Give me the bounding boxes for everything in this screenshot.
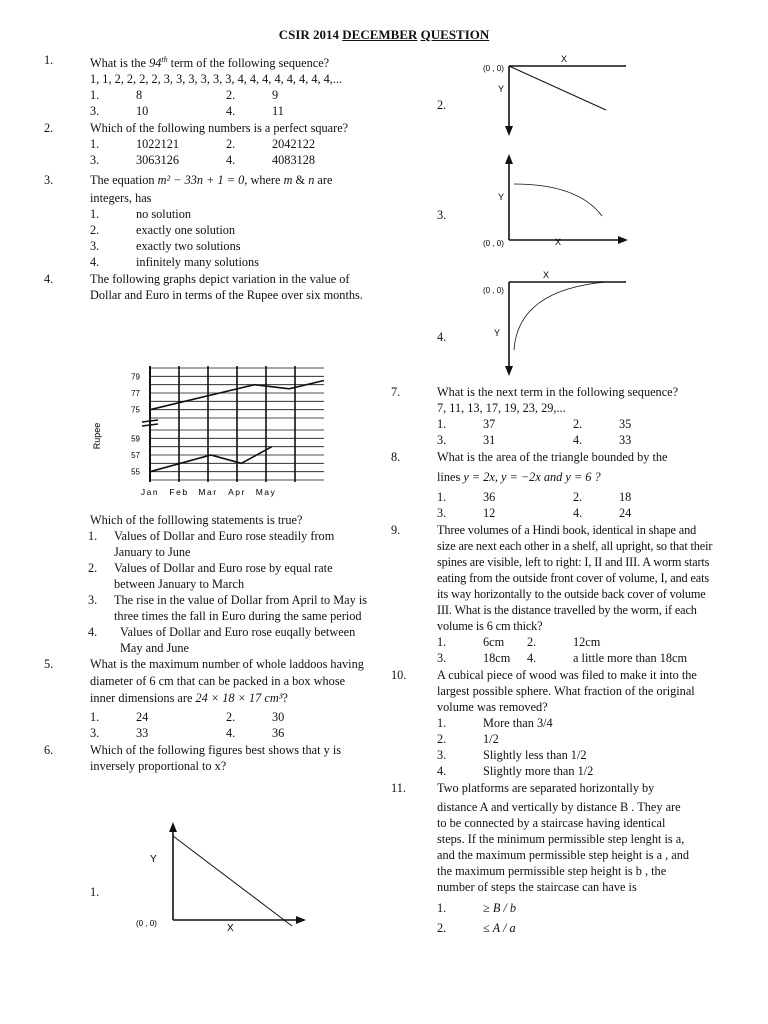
q4-prompt: Which of the folllowing statements is true? [90, 513, 303, 527]
option-value[interactable]: infinitely many solutions [136, 255, 259, 270]
option-value[interactable]: 10 [136, 104, 149, 119]
option-number: 2. [573, 490, 583, 504]
option-number: 3. [437, 506, 447, 520]
figure-4-number: 4. [437, 330, 447, 344]
origin-label: (0 , 0) [483, 286, 504, 295]
question-5 [44, 656, 370, 741]
term-number: 94 [149, 56, 162, 71]
curve [514, 282, 606, 350]
question-text: What is the 94th term of the following sequence? [90, 55, 330, 71]
question-line: number of steps the staircase can have is [437, 880, 637, 894]
question-number: 11. [391, 781, 406, 795]
question-text: The following graphs depict variation in the value of Dollar and Euro in terms of the Rupee over six months. [90, 272, 363, 303]
q5-text: What is the maximum number of whole laddoos having diameter of 6 cm that can be packed in a box whose inner dimensions are [90, 657, 364, 705]
option-number: 1. [437, 417, 447, 431]
option-number: 4. [573, 433, 583, 447]
option-value[interactable]: 24 [136, 710, 149, 724]
y-tick-label: 75 [131, 405, 140, 415]
option-number: 4. [226, 726, 236, 740]
question-text: What is the area of the triangle bounded by the [437, 450, 668, 464]
question-7 [391, 384, 731, 448]
y-tick-label: 55 [131, 467, 140, 477]
option-number: 2. [437, 732, 447, 746]
curve [514, 184, 602, 216]
option-number: 3. [437, 433, 447, 447]
question-number: 9. [391, 523, 401, 537]
options [437, 898, 731, 938]
question-text: Which of the following figures best shows that y is inversely proportional to x? [90, 743, 342, 773]
y-tick-label: 57 [131, 451, 140, 460]
option-value[interactable]: 35 [619, 417, 632, 431]
figure-1 [130, 820, 310, 935]
left-column [44, 52, 370, 304]
option-number: 4. [573, 506, 583, 520]
option-number: 1. [90, 88, 100, 103]
option-value[interactable]: 33 [136, 726, 149, 740]
option-value[interactable]: ≥ B / b [483, 901, 517, 915]
option-value[interactable]: 36 [272, 726, 285, 740]
x-tick-label: Apr [228, 487, 246, 497]
dimensions: 24 × 18 × 17 cm³ [195, 691, 283, 705]
question-number: 3. [44, 173, 54, 188]
option-value[interactable]: 1/2 [483, 732, 499, 746]
option-number: 3. [90, 104, 100, 119]
y-arrow [505, 126, 513, 136]
y-arrow [505, 154, 513, 164]
y-label: Y [150, 854, 157, 865]
options [437, 715, 731, 779]
left-column-lower [44, 512, 370, 775]
question-number: 4. [44, 272, 54, 287]
figure-2 [478, 52, 638, 138]
y-arrow [505, 366, 513, 376]
question-number: 5. [44, 657, 54, 671]
curve [173, 836, 292, 926]
currency-chart [88, 364, 338, 500]
option-value[interactable]: no solution [136, 207, 191, 222]
x-arrow [618, 236, 628, 244]
options [90, 136, 370, 168]
right-column [391, 384, 731, 939]
question-number: 10. [391, 668, 407, 682]
question-text: A cubical piece of wood was filed to make it into the largest possible sphere. What fraction of the original volume was removed? [437, 668, 697, 714]
option-number: 3. [437, 748, 447, 762]
option-value[interactable]: 31 [483, 433, 496, 447]
statement-4 [88, 624, 374, 656]
x-label: X [555, 237, 562, 247]
lines-word: lines [437, 470, 461, 484]
statement-3 [88, 592, 374, 624]
option-value[interactable]: exactly two solutions [136, 239, 241, 254]
option-value[interactable]: 30 [272, 710, 285, 724]
option-number: 2. [527, 635, 537, 649]
option-value[interactable]: Slightly more than 1/2 [483, 764, 594, 778]
option-value[interactable]: 24 [619, 506, 632, 520]
options [90, 206, 370, 270]
options [437, 489, 731, 521]
axis-break [142, 424, 158, 426]
question-text: Three volumes of a Hindi book, identical in shape and size are next each other in a shelf, all upright, so that their spines are visible, left to right: I, II and III. A worm starts eating from the outside front cover of volume, I, and eats its way horizontally to the outside back cover of volume III. What is the distance travelled by the worm, if each volume is 6 cm thick? [437, 523, 713, 633]
equations: y = 2x, y = −2x and y = 6 ? [463, 470, 601, 484]
series-line-euro [150, 447, 272, 472]
options [437, 416, 731, 448]
option-number: 3. [90, 239, 100, 254]
page-title [0, 27, 768, 43]
y-arrow [169, 822, 177, 832]
figure-1-number: 1. [90, 885, 100, 899]
question-3 [44, 172, 370, 270]
question-number: 8. [391, 450, 401, 464]
term-sup: th [161, 55, 168, 64]
option-value[interactable]: 33 [619, 433, 632, 447]
options [90, 709, 370, 741]
question-line: Two platforms are separated horizontally by [437, 781, 655, 795]
option-value[interactable]: More than 3/4 [483, 716, 553, 730]
option-number: 1. [90, 710, 100, 724]
question-line: the maximum permissible step height is b , the [437, 864, 667, 878]
sequence: 7, 11, 13, 17, 19, 23, 29,... [437, 401, 566, 415]
question-text [90, 172, 370, 188]
question-number: 6. [44, 743, 54, 757]
ampersand: & [295, 173, 306, 188]
option-number: 2. [226, 88, 236, 103]
question-number: 2. [44, 121, 54, 136]
text-mid: where [250, 173, 281, 188]
origin-label: (0 , 0) [483, 64, 504, 73]
option-number: 3. [90, 153, 100, 168]
title-part2: DECEMBER [342, 27, 418, 42]
options [437, 634, 731, 666]
question-2 [44, 120, 370, 168]
option-number: 1. [437, 716, 447, 730]
option-number: 1. [90, 207, 100, 222]
option-number: 1. [90, 137, 100, 152]
options [90, 87, 370, 119]
question-line: and the maximum permissible step height is a , and [437, 848, 690, 862]
question-text [90, 656, 370, 707]
x-label: X [227, 923, 234, 934]
sequence: 1, 1, 2, 2, 2, 2, 3, 3, 3, 3, 3, 3, 4, 4, 4, 4, 4, 4, 4, 4,... [90, 72, 343, 87]
title-part1: CSIR 2014 [278, 27, 340, 42]
y-axis-label: Rupee [92, 422, 102, 450]
question-4 [44, 271, 370, 303]
question-text-line2 [437, 469, 731, 485]
question-9 [391, 522, 731, 666]
option-value[interactable]: 12 [483, 506, 496, 520]
question-text: What is the next term in the following sequence? [437, 385, 679, 399]
y-label: Y [498, 192, 505, 202]
option-number: 2. [437, 921, 447, 935]
title-part3: QUESTION [420, 27, 490, 42]
question-text: Which of the following numbers is a perfect square? [90, 121, 349, 136]
option-number: 2. [90, 223, 100, 238]
option-value[interactable]: 6cm [483, 635, 505, 649]
option-value[interactable]: Slightly less than 1/2 [483, 748, 587, 762]
y-tick-label: 77 [131, 389, 140, 398]
statement-num: 1. [88, 529, 98, 543]
question-10 [391, 667, 731, 779]
statement-text[interactable]: Values of Dollar and Euro rose by equal rate between January to March [114, 561, 333, 591]
question-11 [391, 780, 731, 938]
x-label: X [561, 54, 568, 64]
figure-3-number: 3. [437, 208, 447, 222]
axis-break [142, 420, 158, 422]
option-value[interactable]: 18cm [483, 651, 511, 665]
question-line: distance A and vertically by distance B . They are [437, 800, 681, 814]
qmark: ? [282, 691, 288, 705]
option-number: 1. [437, 490, 447, 504]
var-n: n [308, 173, 315, 188]
x-tick-label: Jan [140, 487, 160, 497]
x-tick-label: Mar [198, 487, 218, 497]
x-arrow [296, 916, 306, 924]
text-pre: The equation [90, 173, 155, 188]
statement-2 [88, 560, 374, 592]
option-number: 1. [437, 635, 447, 649]
origin-label: (0 , 0) [136, 919, 157, 928]
var-m: m [283, 173, 293, 188]
option-value[interactable]: 12cm [573, 635, 601, 649]
option-value[interactable]: 11 [272, 104, 284, 119]
statement-num: 2. [88, 561, 98, 575]
option-value[interactable]: a little more than 18cm [573, 651, 688, 665]
y-label: Y [498, 84, 505, 94]
option-value[interactable]: 36 [483, 490, 496, 504]
y-label: Y [494, 328, 501, 338]
question-8 [391, 449, 731, 521]
figure-4 [478, 268, 638, 380]
question-number: 1. [44, 53, 54, 67]
option-number: 3. [90, 726, 100, 740]
option-number: 4. [90, 255, 100, 270]
statement-num: 4. [88, 625, 98, 639]
option-value[interactable]: ≤ A / a [483, 921, 516, 935]
option-value[interactable]: 37 [483, 417, 496, 431]
option-number: 2. [226, 710, 236, 724]
x-tick-label: Feb [169, 487, 189, 497]
statement-text[interactable]: Values of Dollar and Euro rose euqally between May and June [120, 625, 356, 655]
y-tick-label: 79 [131, 372, 140, 382]
y-tick-label: 59 [131, 434, 140, 444]
equation: m² − 33n + 1 = 0, [157, 173, 248, 188]
option-number: 4. [527, 651, 537, 665]
option-number: 1. [437, 901, 447, 915]
option-number: 4. [226, 104, 236, 119]
option-value[interactable]: 3063126 [136, 153, 180, 168]
figure-3 [478, 150, 638, 250]
option-value[interactable]: 1022121 [136, 137, 180, 152]
option-value[interactable]: 18 [619, 490, 632, 504]
x-label: X [543, 270, 550, 280]
question-6 [44, 742, 370, 774]
option-value[interactable]: 8 [136, 88, 143, 103]
question-text-line2: integers, has [90, 191, 152, 206]
option-value[interactable]: 4083128 [272, 153, 316, 168]
statement-text[interactable]: Values of Dollar and Euro rose steadily from January to June [114, 529, 335, 559]
curve [509, 66, 606, 110]
option-number: 3. [437, 651, 447, 665]
option-number: 2. [573, 417, 583, 431]
question-number: 7. [391, 385, 401, 399]
question-1 [44, 52, 370, 119]
x-tick-label: May [255, 487, 277, 497]
origin-label: (0 , 0) [483, 239, 504, 248]
statement-text[interactable]: The rise in the value of Dollar from April to May is three times the fall in Euro during the same period [114, 593, 368, 623]
statement-num: 3. [88, 593, 98, 607]
option-number: 4. [437, 764, 447, 778]
option-value[interactable]: exactly one solution [136, 223, 236, 238]
statements [44, 528, 374, 656]
option-number: 4. [226, 153, 236, 168]
text-post: are [317, 173, 333, 188]
option-number: 2. [226, 137, 236, 152]
statement-1 [88, 528, 374, 560]
figure-2-number: 2. [437, 98, 447, 112]
option-value[interactable]: 2042122 [272, 137, 316, 152]
question-line: steps. If the minimum permissible step lenght is a, [437, 832, 685, 846]
question-line: to be connected by a staircase having identical [437, 816, 666, 830]
option-value[interactable]: 9 [272, 88, 279, 103]
